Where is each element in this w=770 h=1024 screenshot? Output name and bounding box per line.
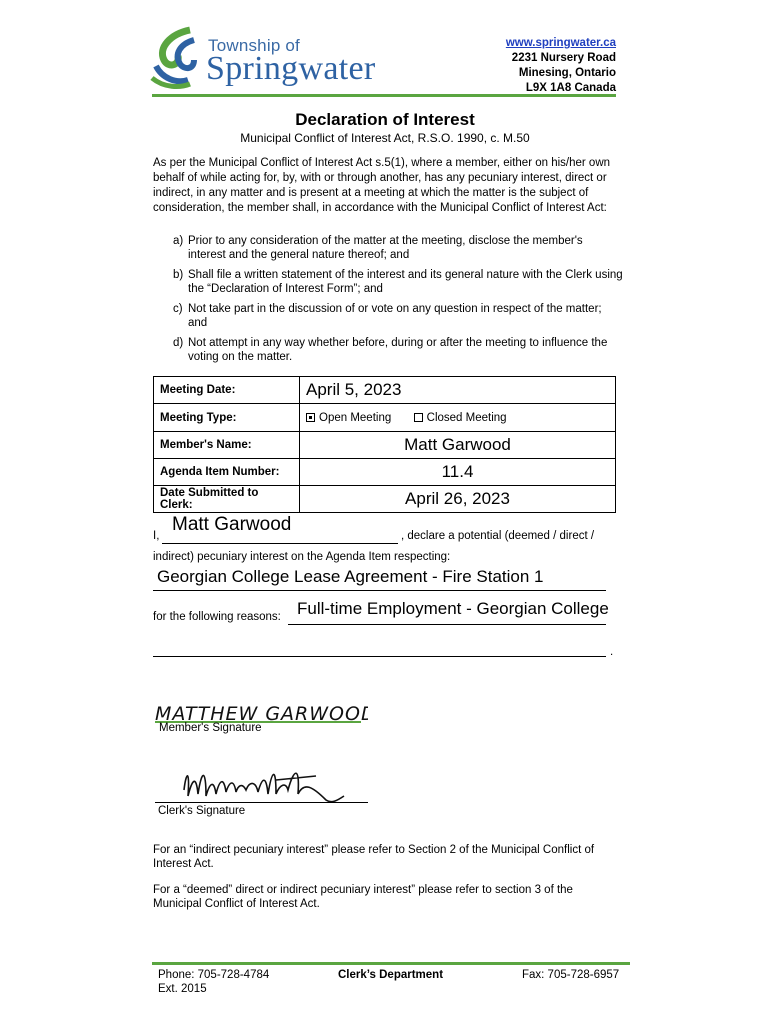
- agenda-item-field[interactable]: 11.4: [300, 459, 616, 486]
- table-row: [154, 404, 616, 432]
- address-line-3: L9X 1A8 Canada: [525, 82, 616, 94]
- header-divider: [152, 94, 616, 97]
- intro-paragraph: As per the Municipal Conflict of Interest Act s.5(1), where a member, either on his/her own behalf of while acting for, by, with or through another, has any pecuniary interest, direct or indirect, in any matter and is present at a meeting at which the matter is the subject of consideration, the member shall, in accordance with the Municipal Conflict of Interest Act:: [153, 157, 611, 214]
- township-logo: [150, 26, 376, 90]
- list-item-label: d): [173, 337, 184, 349]
- meeting-date-label: Meeting Date:: [154, 377, 300, 404]
- table-row: [154, 377, 616, 404]
- list-item-label: c): [173, 303, 183, 315]
- note-deemed-interest: For a “deemed” direct or indirect pecuniary interest” please refer to section 3 of the Municipal Conflict of Interest Act.: [153, 884, 573, 910]
- table-row: [154, 459, 616, 486]
- list-item-text: Not take part in the discussion of or vote on any question in respect of the matter; and: [188, 303, 602, 329]
- list-item-text: Not attempt in any way whether before, during or after the meeting to influence the voting on the matter.: [188, 337, 608, 363]
- website-link[interactable]: www.springwater.ca: [505, 37, 616, 49]
- meeting-info-table: [153, 376, 616, 513]
- period: .: [610, 646, 614, 658]
- list-item: [153, 302, 623, 330]
- member-name-field[interactable]: Matt Garwood: [300, 432, 616, 459]
- address-block: [506, 36, 616, 96]
- footer-extension: Ext. 2015: [158, 983, 207, 995]
- declaration-text-line-2: indirect) pecuniary interest on the Agenda Item respecting:: [153, 551, 451, 563]
- footer-fax: Fax: 705-728-6957: [522, 969, 620, 981]
- list-item: [153, 234, 623, 262]
- meeting-type-field: [300, 404, 616, 432]
- member-name-label: Member's Name:: [154, 432, 300, 459]
- member-signature-lettering: MATTHEW GARWOOD: [155, 703, 368, 725]
- list-item-label: a): [173, 235, 184, 247]
- clerk-signature-line: [155, 802, 368, 803]
- reasons-field[interactable]: Full-time Employment - Georgian College: [297, 599, 609, 618]
- closed-meeting-label: Closed Meeting: [426, 411, 507, 424]
- agenda-item-label: Agenda Item Number:: [154, 459, 300, 486]
- agenda-subject-line: [153, 590, 606, 591]
- clerk-signature-label: Clerk's Signature: [158, 805, 246, 817]
- table-row: [154, 486, 616, 513]
- additional-reasons-line[interactable]: [153, 656, 606, 657]
- footer-department: Clerk’s Department: [338, 969, 444, 981]
- closed-meeting-checkbox[interactable]: [414, 413, 423, 422]
- declaration-text: , declare a potential (deemed / direct /: [401, 530, 595, 542]
- list-item-label: b): [173, 269, 184, 281]
- list-item: [153, 336, 623, 364]
- date-submitted-label: Date Submitted to Clerk:: [154, 486, 300, 513]
- obligations-list: [153, 234, 623, 370]
- springwater-logo-icon: [150, 26, 206, 90]
- agenda-subject-field[interactable]: Georgian College Lease Agreement - Fire Station 1: [157, 567, 544, 586]
- member-signature-label: Member's Signature: [159, 722, 262, 734]
- meeting-date-field[interactable]: April 5, 2023: [300, 377, 616, 404]
- footer-phone-block: [158, 968, 269, 996]
- reasons-label: for the following reasons:: [153, 611, 281, 623]
- list-item-text: Prior to any consideration of the matter at the meeting, disclose the member's interest and the general nature thereof; and: [188, 235, 583, 261]
- note-indirect-interest: For an “indirect pecuniary interest” please refer to Section 2 of the Municipal Conflict of Interest Act.: [153, 844, 595, 870]
- declaration-i: I,: [153, 530, 160, 542]
- open-meeting-label: Open Meeting: [319, 411, 392, 424]
- list-item: [153, 268, 623, 296]
- logo-township-text: Township of: [208, 36, 300, 55]
- footer-divider: [152, 962, 630, 965]
- clerk-signature-image: [176, 760, 356, 808]
- page-title: Declaration of Interest: [295, 110, 475, 129]
- list-item-text: Shall file a written statement of the interest and its general nature with the Clerk using the “Declaration of Interest Form”; and: [188, 269, 623, 295]
- declaration-name-field[interactable]: Matt Garwood: [172, 514, 292, 535]
- table-row: [154, 432, 616, 459]
- clerk-signature: [176, 760, 356, 808]
- page-subtitle: Municipal Conflict of Interest Act, R.S.O. 1990, c. M.50: [240, 131, 530, 145]
- meeting-type-label: Meeting Type:: [154, 404, 300, 432]
- open-meeting-checkbox[interactable]: [306, 413, 315, 422]
- address-line-1: 2231 Nursery Road: [511, 52, 616, 64]
- declaration-name-line: [162, 543, 398, 544]
- logo-springwater-text: Springwater: [206, 50, 376, 87]
- address-line-2: Minesing, Ontario: [518, 67, 616, 79]
- reasons-line: [288, 624, 606, 625]
- footer-phone: Phone: 705-728-4784: [158, 969, 270, 981]
- date-submitted-field[interactable]: April 26, 2023: [300, 486, 616, 513]
